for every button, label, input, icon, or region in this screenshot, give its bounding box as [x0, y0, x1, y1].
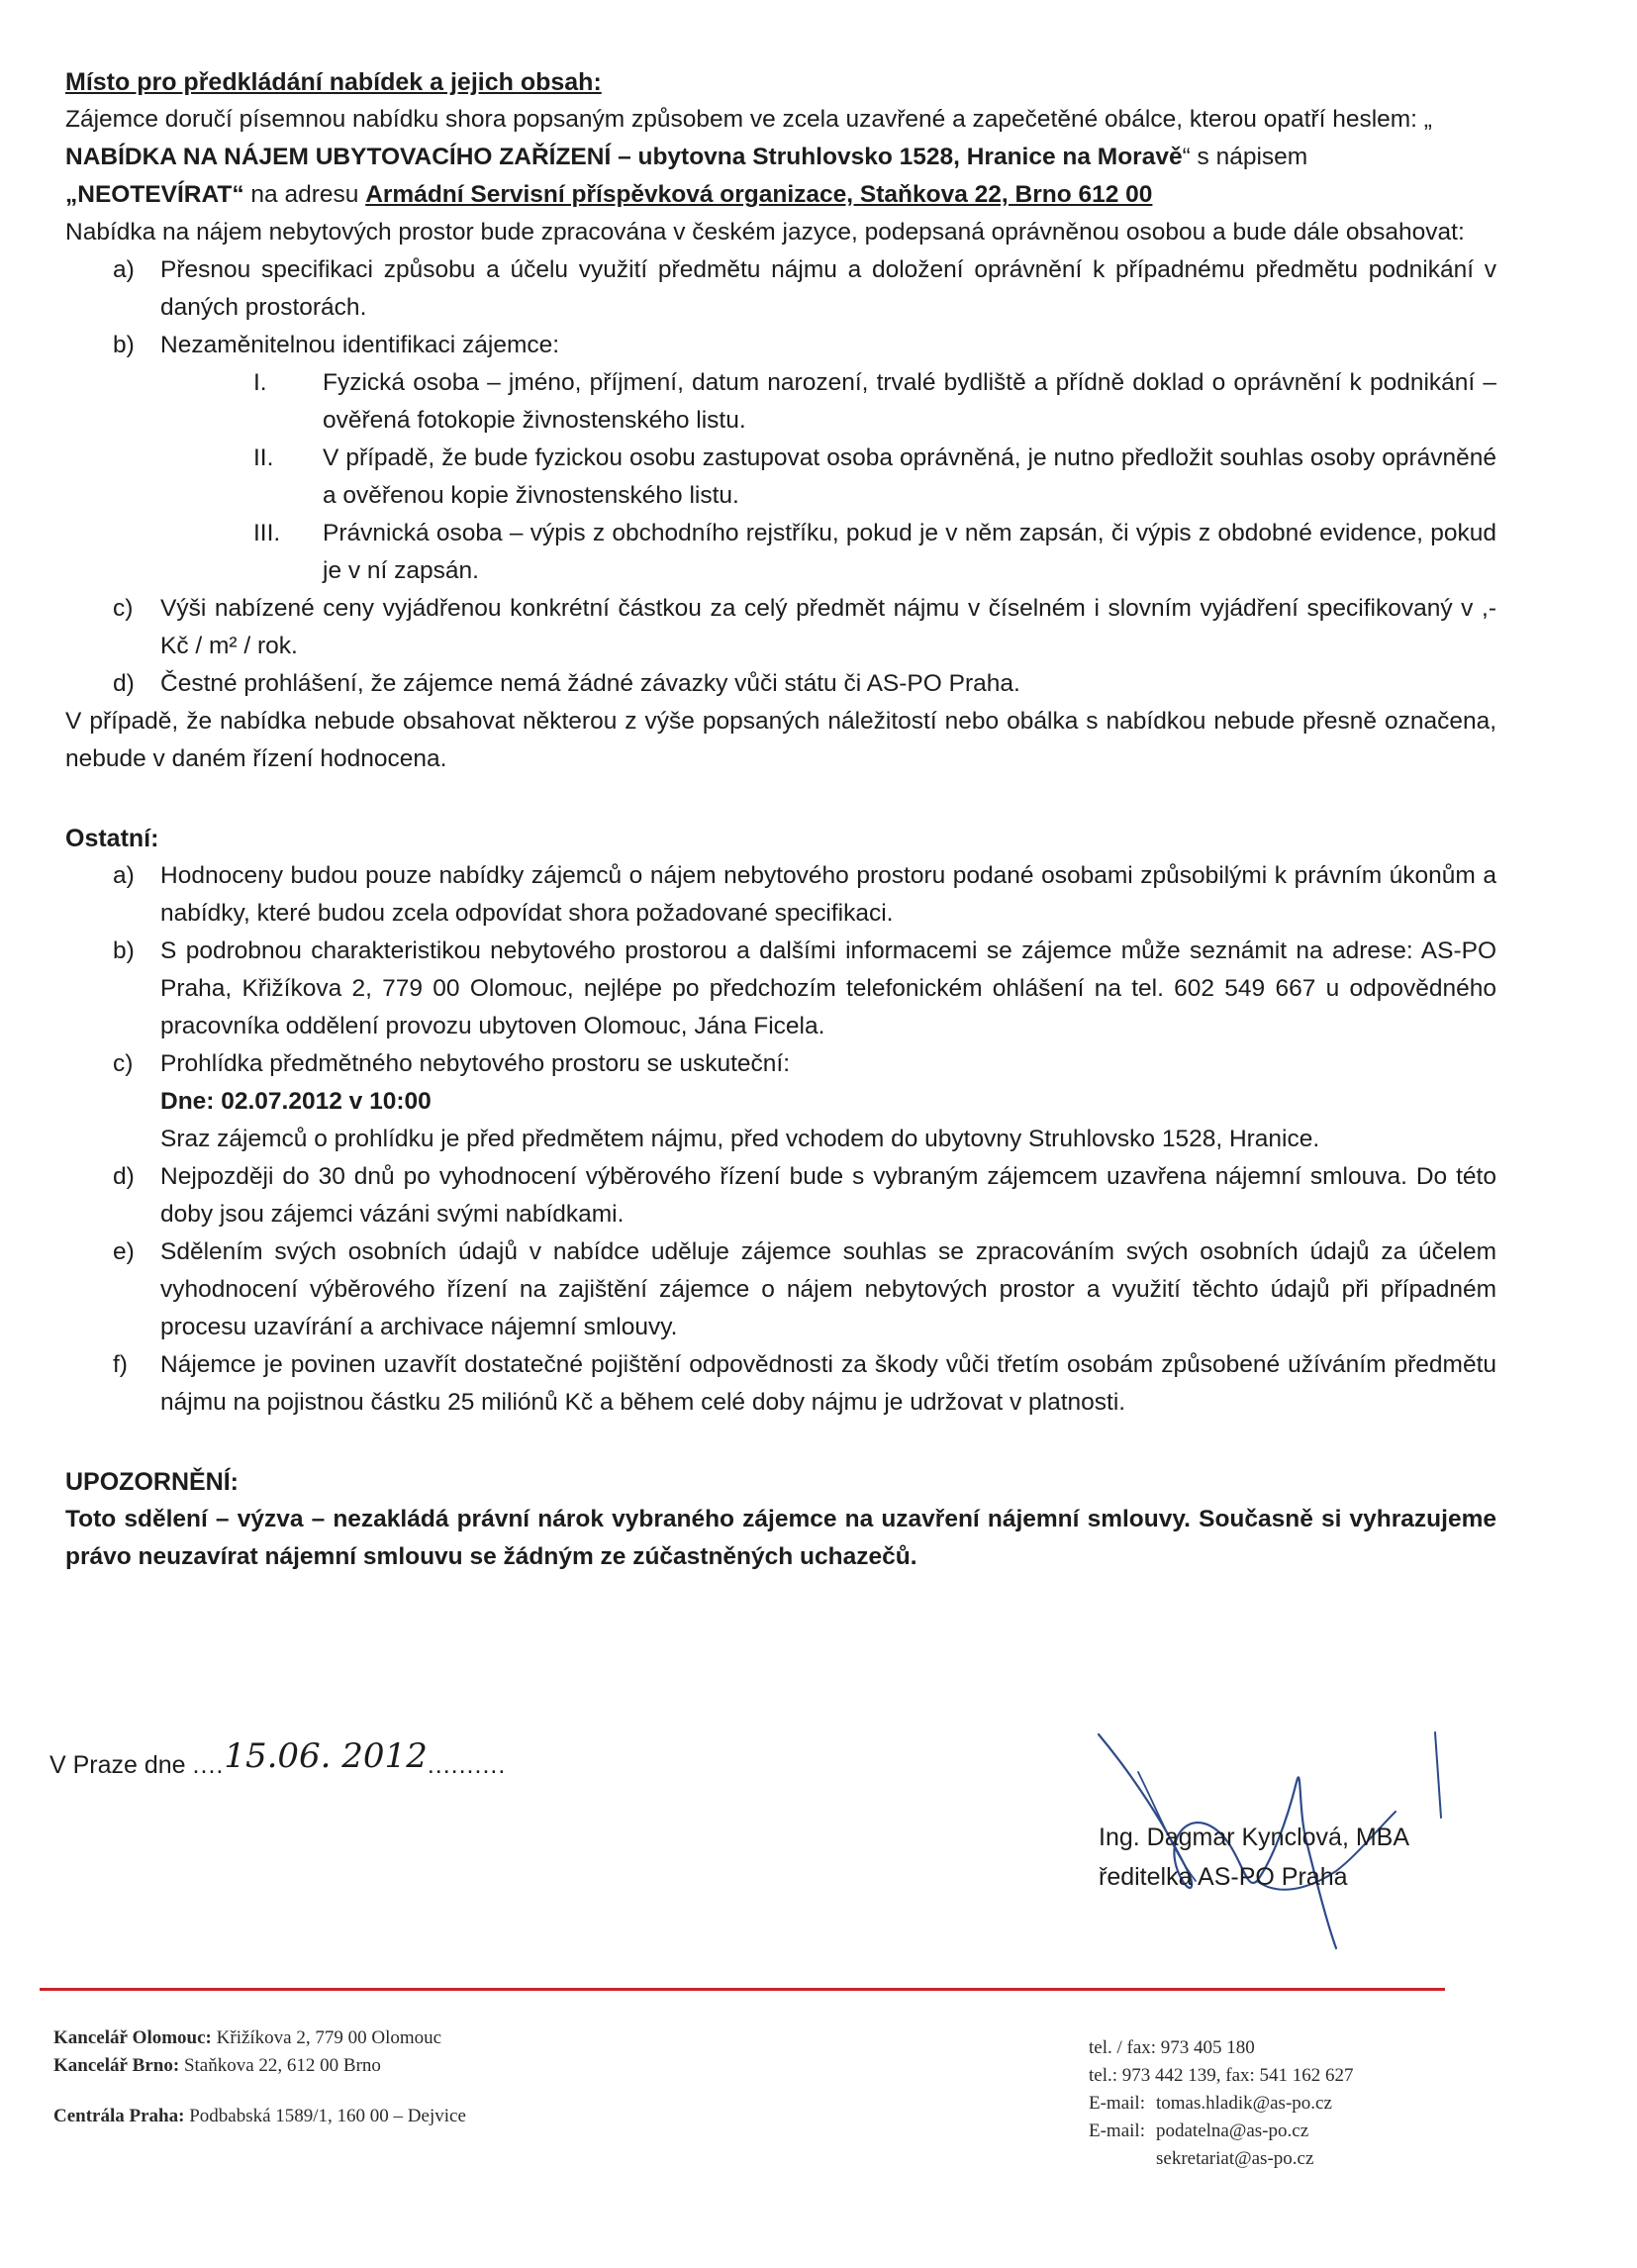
list-item: b) S podrobnou charakteristikou nebytového prostorou a dalšími informacemi se zájemce může seznámit na adrese: AS-PO Praha, Křižíkova 2, 779 00 Olomouc, nejlépe po předchozím telefonickém ohlášení na tel. 602 549 667 u odpovědného pracovníka oddělení provozu ubytoven Olomouc, Jána Ficela. — [113, 937, 1496, 1039]
list-item: b) Nezaměnitelnou identifikaci zájemce: — [113, 332, 560, 358]
offers-line1: Zájemce doručí písemnou nabídku shora popsaným způsobem ve zcela uzavřené a zapečetěné obálce, kterou opatří heslem: „ — [65, 106, 1432, 133]
sub-list-item: II. V případě, že bude fyzickou osobu zastupovat osoba oprávněná, je nutno předložit souhlas osoby oprávněné a ověřenou kopie živnostenského listu. — [253, 444, 1496, 509]
offers-intro: Nabídka na nájem nebytových prostor bude zpracována v českém jazyce, podepsaná oprávněnou osobou a bude dále obsahovat: — [65, 219, 1465, 246]
main-text — [65, 63, 1496, 1576]
list-item: f) Nájemce je povinen uzavřít dostatečné pojištění odpovědnosti za škody vůči třetím osobám způsobené užíváním předmětu nájmu na pojistnou částku 25 miliónů Kč a během celé doby nájmu je udržovat v platnosti. — [113, 1351, 1496, 1416]
signer-name: Ing. Dagmar Kynclová, MBA — [1099, 1824, 1410, 1851]
inspection-date: Dne: 02.07.2012 v 10:00 — [160, 1088, 432, 1115]
offers-closing: V případě, že nabídka nebude obsahovat některou z výše popsaných náležitostí nebo obálka s nabídkou nebude přesně označena, nebude v daném řízení hodnocena. — [65, 708, 1496, 772]
signature-block — [49, 1723, 1588, 1980]
footer-headquarters: Centrála Praha: Podbabská 1589/1, 160 00 – Dejvice — [53, 2106, 466, 2126]
list-item: e) Sdělením svých osobních údajů v nabídce uděluje zájemce souhlas se zpracováním svých osobních údajů za účelem vyhodnocení výběrového řízení na zajištění zájemce o nájem nebytových prostor a využití těchto údajů při případném procesu uzavírání a archivace nájemní smlouvy. — [113, 1238, 1496, 1340]
email-link[interactable]: sekretariat@as-po.cz — [1156, 2148, 1314, 2169]
list-item: c) Prohlídka předmětného nebytového prostoru se uskuteční: Dne: 02.07.2012 v 10:00 Sraz zájemců o prohlídku je před předmětem nájmu, před vchodem do ubytovny Struhlovsko 1528, Hranice. — [113, 1050, 1320, 1152]
list-item: a) Přesnou specifikaci způsobu a účelu využití předmětu nájmu a doložení oprávnění k případnému předmětu podnikání v daných prostorách. — [113, 256, 1496, 321]
footer-divider — [40, 1988, 1445, 1991]
signer — [1099, 1818, 1409, 1897]
warning-heading: UPOZORNĚNÍ: — [65, 1468, 239, 1496]
signer-title: ředitelka AS-PO Praha — [1099, 1863, 1348, 1891]
footer-offices: Kancelář Olomouc: Křižíkova 2, 779 00 Olomouc Kancelář Brno: Staňkova 22, 612 00 Brno — [53, 2027, 442, 2076]
sub-list-item: I. Fyzická osoba – jméno, příjmení, datum narození, trvalé bydliště a přídně doklad o oprávnění k podnikání – ověřená fotokopie živnostenského listu. — [253, 369, 1496, 434]
list-item: a) Hodnoceny budou pouze nabídky zájemců o nájem nebytového prostoru podané osobami způsobilými k právním úkonům a nabídky, které budou zcela odpovídat shora požadované specifikaci. — [113, 862, 1496, 927]
warning-text: Toto sdělení – výzva – nezakládá právní nárok vybraného zájemce na uzavření nájemní smlouvy. Současně si vyhrazujeme právo neuzavírat nájemní smlouvu se žádným ze zúčastněných uchazečů. — [65, 1506, 1496, 1570]
other-heading: Ostatní: — [65, 825, 159, 852]
offers-heading: Místo pro předkládání nabídek a jejich obsah: — [65, 68, 602, 96]
offers-line3: „NEOTEVÍRAT“ na adresu Armádní Servisní příspěvková organizace, Staňkova 22, Brno 612 00 — [65, 181, 1153, 208]
place-date: V Praze dne ....15.06. 2012.......... — [49, 1736, 507, 1779]
list-item: d) Čestné prohlášení, že zájemce nemá žádné závazky vůči státu či AS-PO Praha. — [113, 670, 1020, 697]
footer-tel2: tel.: 973 442 139, fax: 541 162 627 — [1089, 2065, 1354, 2086]
email-link[interactable]: tomas.hladik@as-po.cz — [1156, 2093, 1332, 2114]
footer-tel1: tel. / fax: 973 405 180 — [1089, 2037, 1255, 2058]
handwritten-date: 15.06. 2012 — [224, 1736, 428, 1776]
list-item: d) Nejpozději do 30 dnů po vyhodnocení výběrového řízení bude s vybraným zájemcem uzavřena nájemní smlouva. Do této doby jsou zájemci vázáni svými nabídkami. — [113, 1163, 1496, 1228]
offers-line2: NABÍDKA NA NÁJEM UBYTOVACÍHO ZAŘÍZENÍ – ubytovna Struhlovsko 1528, Hranice na Moravě“ s nápisem — [65, 144, 1308, 170]
sub-list-item: III. Právnická osoba – výpis z obchodního rejstříku, pokud je v něm zapsán, či výpis z obdobné evidence, pokud je v ní zapsán. — [253, 520, 1496, 584]
list-item: c) Výši nabízené ceny vyjádřenou konkrétní částkou za celý předmět nájmu v číselném i slovním vyjádření specifikovaný v ,- Kč / m² / rok. — [113, 595, 1496, 659]
footer-contacts: tel. / fax: 973 405 180 tel.: 973 442 139, fax: 541 162 627 E-mail: tomas.hladik@as-po.cz E-mail: podatelna@as-po.cz sekretariat@as-po.cz — [1089, 2034, 1354, 2173]
email-link[interactable]: podatelna@as-po.cz — [1156, 2120, 1309, 2141]
